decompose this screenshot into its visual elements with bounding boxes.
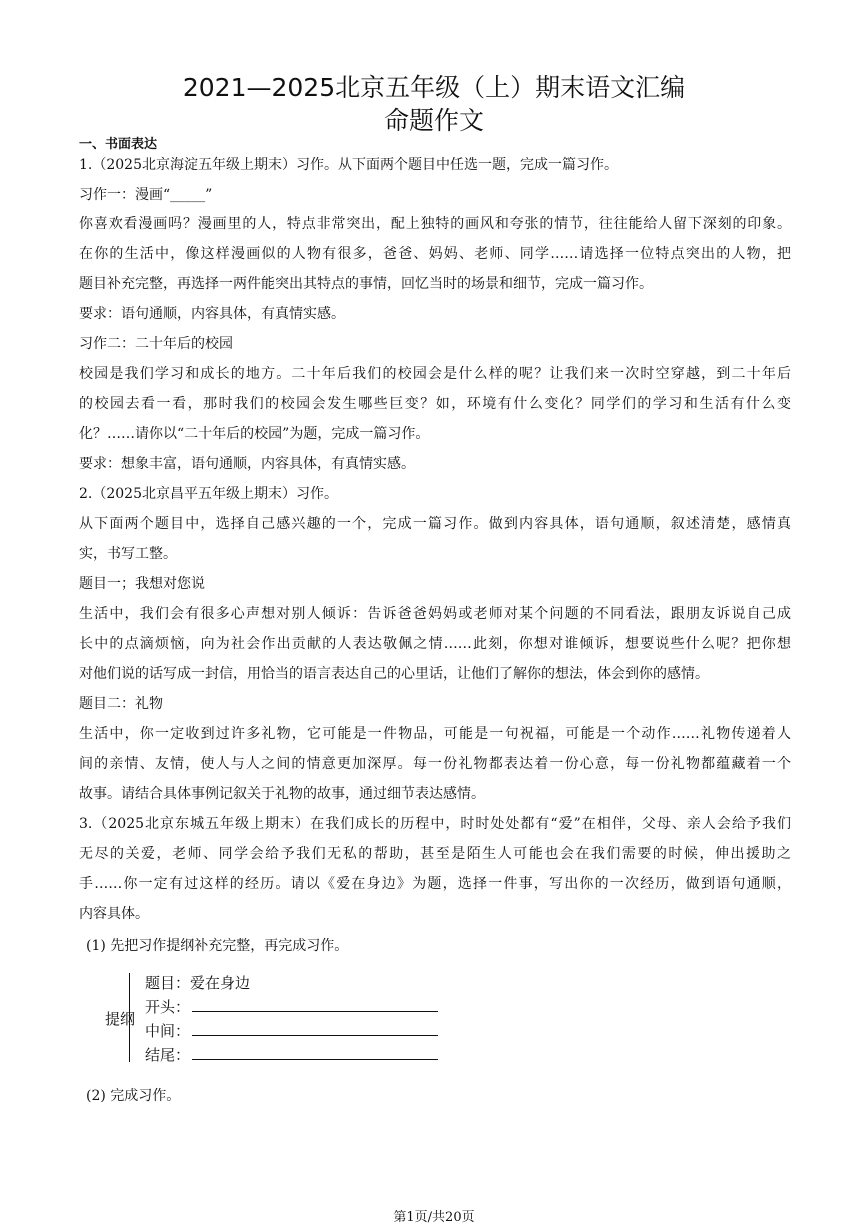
section-heading: 一、书面表达 [79,137,158,152]
outline-label: 提纲 [105,1010,136,1028]
q2-intro-line: 实，书写工整。 [79,546,177,562]
q2-topic1-line: 生活中，我们会有很多心声想对别人倾诉：告诉爸爸妈妈或老师对某个问题的不同看法，跟朋友诉说自己成 [79,606,791,622]
q1-topic1-line: 题目补充完整，再选择一两件能突出其特点的事情，回忆当时的场景和细节，完成一篇习作。 [79,276,653,292]
outline-start-blank[interactable] [192,997,438,1012]
q3-body-line: 3.（2025北京东城五年级上期末）在我们成长的历程中，时时处处都有“爱”在相伴，父母、亲人会给予我们 [79,816,791,832]
q2-topic2-line: 故事。请结合具体事例记叙关于礼物的故事，通过细节表达感情。 [79,786,485,802]
q2-topic2-line: 间的亲情、友情，使人与人之间的情意更加深厚。每一份礼物都表达着一份心意，每一份礼物都蕴藏着一个 [79,756,791,772]
q3-subquestion-2: (2) 完成习作。 [86,1088,181,1104]
outline-start-row [145,996,438,1017]
q1-topic2-line: 化？……请你以“二十年后的校园”为题，完成一篇习作。 [79,426,430,442]
q2-topic1-title: 题目一；我想对您说 [79,576,205,592]
outline-middle-row [145,1020,438,1041]
q2-topic1-line: 长中的点滴烦恼，向为社会作出贡献的人表达敬佩之情……此刻，你想对谁倾诉，想要说些什么呢？把你想 [79,636,791,652]
q1-topic1-line: 在你的生活中，像这样漫画似的人物有很多，爸爸、妈妈、老师、同学……请选择一位特点突出的人物，把 [79,246,791,262]
outline-end-row [145,1044,438,1065]
q2-topic2-title: 题目二：礼物 [79,696,163,712]
outline-middle-label: 中间： [145,1022,191,1040]
q2-topic1-line: 对他们说的话写成一封信，用恰当的语言表达自己的心里话，让他们了解你的想法，体会到你的感情。 [79,666,709,682]
q3-subquestion-1: (1) 先把习作提纲补充完整，再完成习作。 [86,938,349,954]
outline-start-label: 开头： [145,998,191,1016]
essay-outline [105,970,445,1065]
q1-topic2-line: 校园是我们学习和成长的地方。二十年后我们的校园会是什么样的呢？让我们来一次时空穿越，到二十年后 [79,366,791,382]
q3-body-line: 手……你一定有过这样的经历。请以《爱在身边》为题，选择一件事，写出你的一次经历，做到语句通顺， [79,876,791,892]
outline-bracket [129,973,140,1062]
q2-topic2-line: 生活中，你一定收到过许多礼物，它可能是一件物品，可能是一句祝福，可能是一个动作……礼物传递着人 [79,726,791,742]
q3-body-line: 内容具体。 [79,906,149,922]
q1-topic2-requirement: 要求：想象丰富，语句通顺，内容具体，有真情实感。 [79,456,415,472]
q1-topic1-requirement: 要求：语句通顺，内容具体，有真情实感。 [79,306,345,322]
q2-intro-line: 从下面两个题目中，选择自己感兴趣的一个，完成一篇习作。做到内容具体，语句通顺，叙述清楚，感情真 [79,516,791,532]
q2-stem: 2.（2025北京昌平五年级上期末）习作。 [79,486,338,502]
q1-topic1-line: 你喜欢看漫画吗？漫画里的人，特点非常突出，配上独特的画风和夸张的情节，往往能给人留下深刻的印象。 [79,216,791,232]
q3-body-line: 无尽的关爱，老师、同学会给予我们无私的帮助，甚至是陌生人可能也会在我们需要的时候，伸出援助之 [79,846,791,862]
document-title: 2021—2025北京五年级（上）期末语文汇编 [182,73,686,102]
q1-topic1-title: 习作一：漫画“_____” [79,187,213,203]
outline-end-label: 结尾： [145,1046,191,1064]
q1-topic2-title: 习作二：二十年后的校园 [79,336,233,352]
outline-end-blank[interactable] [192,1045,438,1060]
document-subtitle: 命题作文 [383,106,484,135]
q1-topic2-line: 的校园去看一看，那时我们的校园会发生哪些巨变？如，环境有什么变化？同学们的学习和生活有什么变 [79,396,791,412]
q1-stem: 1.（2025北京海淀五年级上期末）习作。从下面两个题目中任选一题，完成一篇习作。 [79,157,618,173]
page-number: 第1页/共20页 [393,1210,475,1225]
outline-topic: 题目：爱在身边 [145,974,251,992]
outline-middle-blank[interactable] [192,1021,438,1036]
